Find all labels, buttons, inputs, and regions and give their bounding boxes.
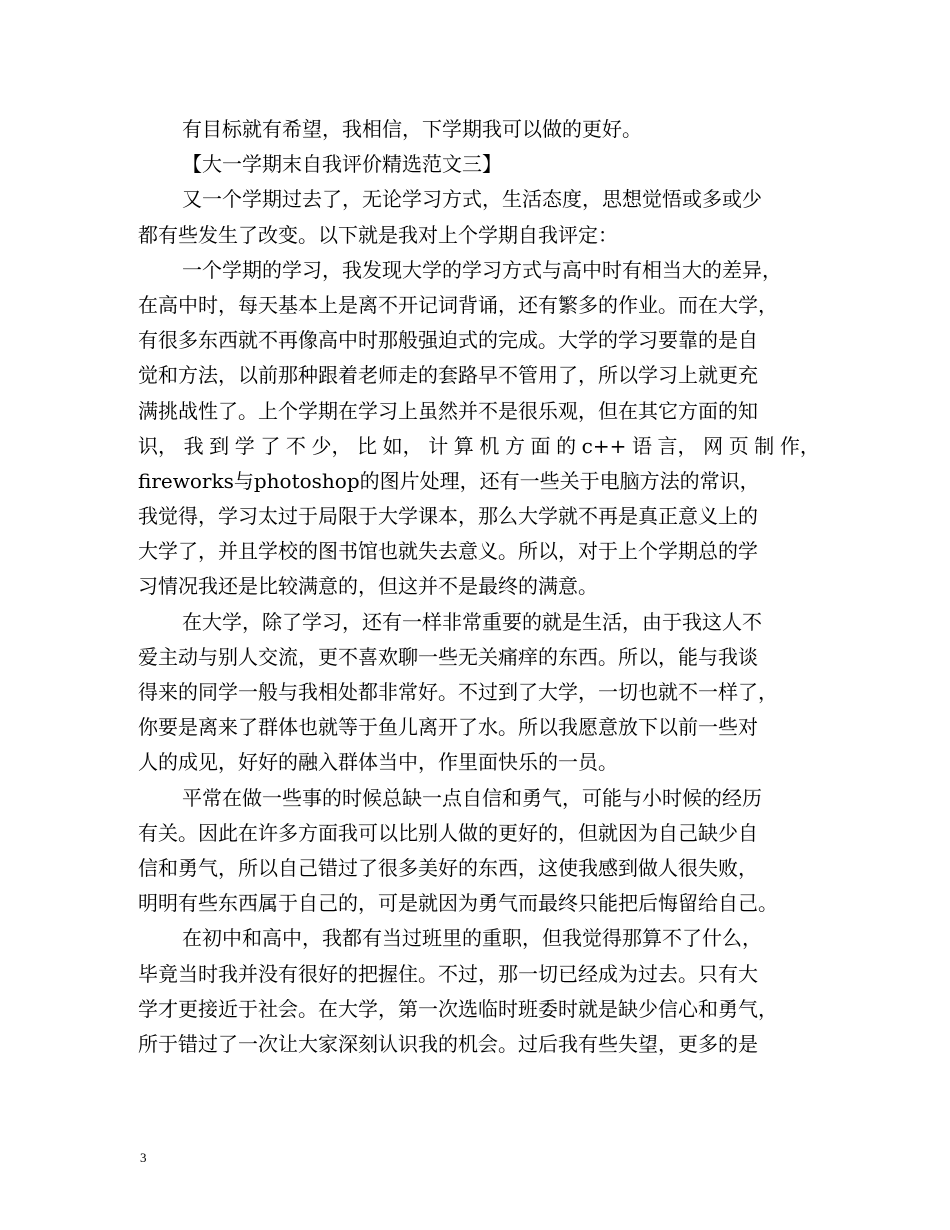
text-fragment: 语 (631, 433, 652, 458)
text-line: 满挑战性了。上个学期在学习上虽然并不是很乐观，但在其它方面的知 (138, 398, 758, 423)
text-line: 有关。因此在许多方面我可以比别人做的更好的，但就因为自己缺少自 (138, 820, 758, 845)
text-line: 又一个学期过去了，无论学习方式，生活态度，思想觉悟或多或少 (182, 187, 762, 212)
text-line: 在大学，除了学习，还有一样非常重要的就是生活，由于我这人不 (182, 609, 762, 634)
text-line: 所于错过了一次让大家深刻认识我的机会。过后我有些失望，更多的是 (138, 1031, 758, 1056)
text-line: 学才更接近于社会。在大学，第一次选临时班委时就是缺少信心和勇气， (138, 996, 778, 1021)
text-line: 信和勇气，所以自己错过了很多美好的东西，这使我感到做人很失败， (138, 855, 758, 880)
text-fragment: c++ (581, 433, 627, 458)
text-line: 在高中时，每天基本上是离不开记词背诵，还有繁多的作业。而在大学， (138, 292, 778, 317)
text-line: 平常在做一些事的时候总缺一点自信和勇气，可能与小时候的经历 (182, 785, 762, 810)
text-fragment: 网 (703, 433, 724, 458)
text-fragment: 识， (138, 433, 178, 458)
text-fragment: 计 (428, 433, 449, 458)
text-line: 习情况我还是比较满意的，但这并不是最终的满意。 (138, 574, 598, 599)
text-line: 有目标就有希望，我相信，下学期我可以做的更好。 (182, 117, 642, 141)
text-fragment: 言， (657, 433, 698, 458)
text-fragment: 了 (260, 433, 281, 458)
text-fragment: 不 (285, 433, 306, 458)
text-fragment: 算 (453, 433, 474, 458)
text-line: 爱主动与别人交流，更不喜欢聊一些无关痛痒的东西。所以，能与我谈 (138, 644, 758, 669)
text-line: 有很多东西就不再像高中时那般强迫式的完成。大学的学习要靠的是自 (138, 328, 758, 353)
text-fragment: 页 (728, 433, 749, 458)
text-line: 你要是离来了群体也就等于鱼儿离开了水。所以我愿意放下以前一些对 (138, 715, 758, 740)
section-heading: 【大一学期末自我评价精选范文三】 (182, 152, 502, 177)
text-fragment: 机 (479, 433, 500, 458)
text-fragment: 面 (530, 433, 551, 458)
text-fragment: 作， (779, 433, 820, 458)
text-line: 我觉得，学习太过于局限于大学课本，那么大学就不再是真正意义上的 (138, 504, 758, 529)
text-line: 大学了，并且学校的图书馆也就失去意义。所以，对于上个学期总的学 (138, 539, 758, 564)
justified-text-line (138, 429, 820, 464)
text-fragment: 我 (183, 433, 204, 458)
text-line: fireworks与photoshop的图片处理，还有一些关于电脑方法的常识， (138, 468, 760, 493)
text-fragment: 比 (357, 433, 378, 458)
text-line: 得来的同学一般与我相处都非常好。不过到了大学，一切也就不一样了， (138, 680, 778, 704)
text-line: 觉和方法，以前那种跟着老师走的套路早不管用了，所以学习上就更充 (138, 363, 758, 388)
text-line: 人的成见，好好的融入群体当中，作里面快乐的一员。 (138, 750, 618, 775)
text-line: 都有些发生了改变。以下就是我对上个学期自我评定： (138, 222, 618, 247)
document-body (138, 112, 828, 1062)
text-line: 在初中和高中，我都有当过班里的重职，但我觉得那算不了什么， (182, 926, 762, 951)
text-fragment: 方 (504, 433, 525, 458)
text-line: 明明有些东西属于自己的，可是就因为勇气而最终只能把后悔留给自己。 (138, 891, 778, 916)
text-line: 毕竟当时我并没有很好的把握住。不过，那一切已经成为过去。只有大 (138, 961, 758, 986)
text-fragment: 如， (382, 433, 423, 458)
text-fragment: 到 (209, 433, 230, 458)
text-fragment: 制 (754, 433, 775, 458)
page-number: 3 (140, 1150, 147, 1165)
text-line: 一个学期的学习，我发现大学的学习方式与高中时有相当大的差异， (182, 257, 782, 282)
text-fragment: 学 (234, 433, 255, 458)
text-fragment: 少， (311, 433, 352, 458)
text-fragment: 的 (556, 433, 577, 458)
